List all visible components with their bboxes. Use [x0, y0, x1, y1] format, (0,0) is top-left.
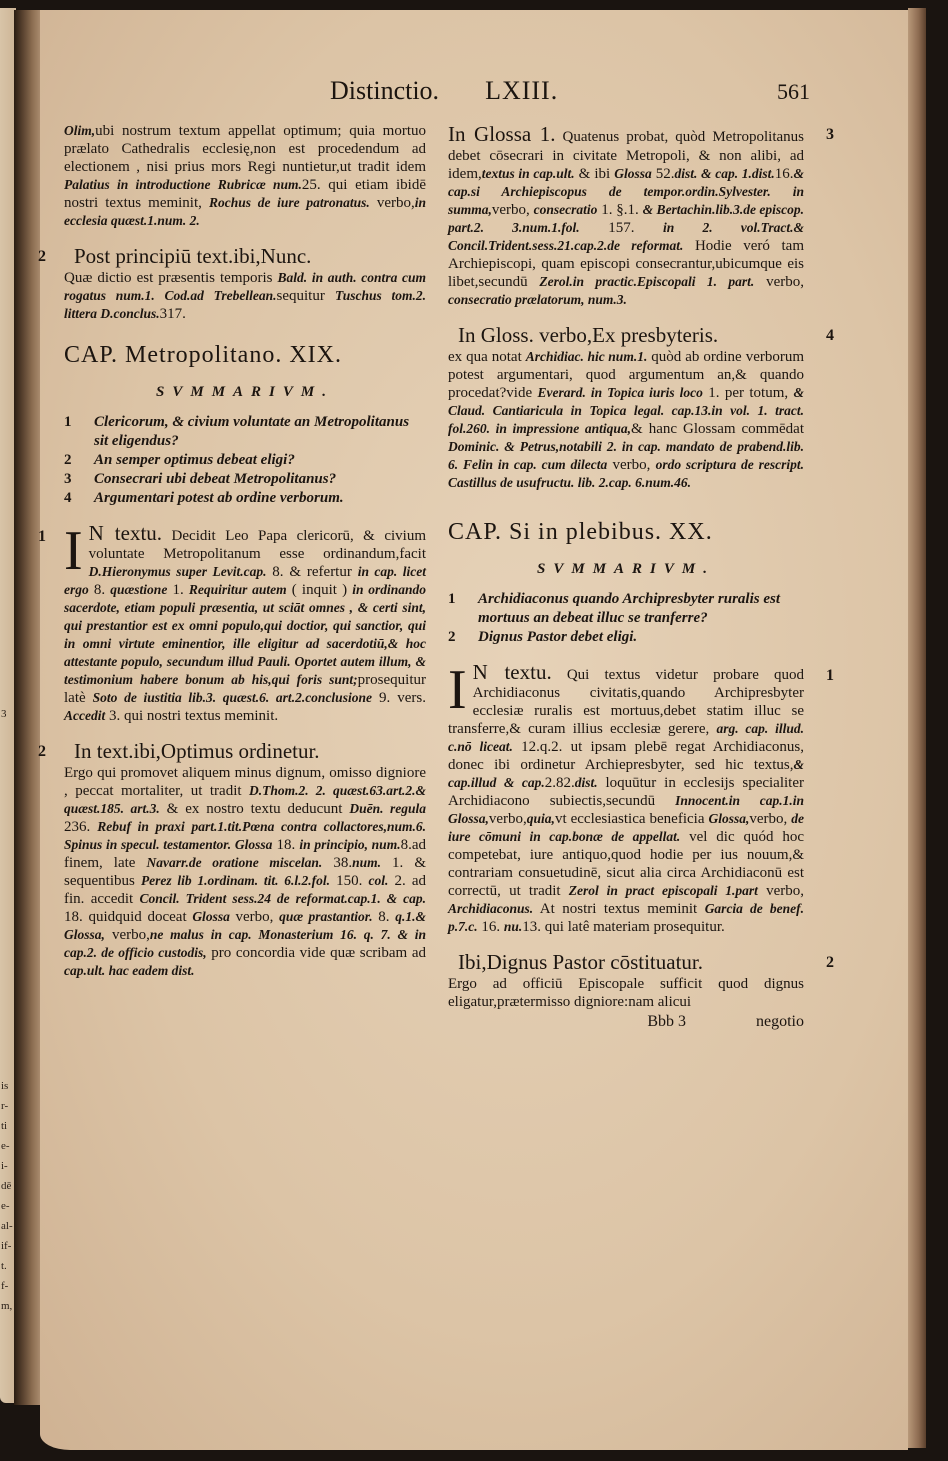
- citation-text: D.Hieronymus super Levit.cap.: [88, 564, 267, 579]
- glossa-ex-presbyteris-body: [448, 348, 804, 492]
- citation-text: textus in cap.ult.: [481, 166, 575, 181]
- body-text: pro concordia vide quæ scribam ad: [206, 945, 426, 961]
- citation-text: num.: [352, 855, 382, 870]
- summarium-item-text: Dignus Pastor debet eligi.: [478, 629, 638, 645]
- body-text: 38.: [322, 855, 353, 871]
- body-text: sequitur: [276, 288, 335, 304]
- margin-note-number: 1: [826, 667, 834, 684]
- prev-page-fragment: e-: [1, 1140, 10, 1152]
- body-text: 1. per totum,: [702, 385, 794, 401]
- body-text: 25. qui etiam ibidē nostri textus meminit,: [64, 177, 427, 211]
- body-text: 157.: [579, 220, 664, 236]
- body-text: Decidit Leo Papa clericorū, & civium voluntate Metropolitanum esse ordinandum,facit: [88, 528, 426, 562]
- glossa-1-heading: In Glossa 1.: [448, 122, 556, 146]
- note-post-principium: [38, 244, 426, 323]
- chapter-title-xx: CAP. Si in plebibus. XX.: [448, 519, 713, 545]
- citation-text: quæ prastantior.: [279, 909, 373, 924]
- citation-text: in cap. licet ergo: [64, 564, 426, 597]
- body-text: 8. & refertur: [266, 564, 358, 580]
- body-text: quòd ab ordine verborum potest argumentari, quod argumentum an,& quando procedat?vide: [448, 349, 805, 401]
- in-textu-lead: N textu.: [472, 660, 552, 684]
- signature-mark: Bbb 3: [647, 1013, 686, 1030]
- summarium-item: [448, 590, 804, 628]
- citation-text: Concil. Trident sess.24 de reformat.cap.1. & cap.: [139, 891, 426, 906]
- citation-text: Everard. in Topica iuris loco: [537, 385, 703, 400]
- page-edge-stack: [908, 8, 926, 1448]
- summarium-item-text: Consecrari ubi debeat Metropolitanus?: [94, 471, 337, 487]
- summarium-item: [64, 413, 426, 451]
- citation-text: col.: [368, 873, 389, 888]
- summarium-item-number: 3: [64, 471, 72, 487]
- body-text: 9. vers.: [371, 690, 426, 706]
- prev-page-fragment: f-: [1, 1280, 9, 1292]
- body-text: Hodie veró tam Archiepiscopi, quam episcopi consecrantur,ubicumque eis libet,secundū: [448, 238, 804, 290]
- body-text: 150.: [330, 873, 369, 889]
- prev-page-fragment: m,: [1, 1300, 13, 1312]
- prev-page-fragment: t.: [1, 1260, 7, 1272]
- citation-text: Archidiac. hic num.1.: [525, 349, 648, 364]
- citation-text: Duēn. regula: [349, 801, 426, 816]
- body-text: verbo,: [757, 883, 804, 899]
- glossa-ex-presbyteris-heading: In Gloss. verbo,Ex presbyteris.: [458, 323, 719, 347]
- citation-text: quia,: [526, 811, 555, 826]
- body-text: 18. quidquid doceat: [64, 909, 193, 925]
- citation-text: de iure cōmuni in cap.bonæ de appellat.: [448, 811, 804, 844]
- body-text: prosequitur latè: [64, 672, 426, 706]
- citation-text: Zerol.in practic.Episcopali 1. part.: [539, 274, 755, 289]
- note-body-post-principium: [64, 269, 426, 323]
- citation-text: Glossa: [614, 166, 652, 181]
- summarium-item: [64, 489, 426, 508]
- citation-text: dist.: [574, 775, 598, 790]
- citation-text: Bald. in auth. contra cum rogatus num.1. Cod.ad Trebellean.: [64, 270, 426, 303]
- citation-text: Rebuf in praxi part.1.tit.Pœna contra collactores,num.6. Spinus in specul. testamentor. Glossa: [64, 819, 426, 852]
- citation-text: dist. & cap. 1.dist.: [674, 166, 775, 181]
- body-text: ex qua notat: [448, 349, 526, 365]
- body-text: verbo,: [488, 811, 527, 827]
- body-text: 8.ad finem, late: [64, 837, 426, 871]
- page-number: 561: [777, 79, 810, 104]
- body-text: Quæ dictio est præsentis temporis: [64, 270, 278, 286]
- signature-line: [448, 1013, 804, 1031]
- body-text: 3. qui nostri textus meminit.: [105, 708, 279, 724]
- summarium-list-left: [64, 413, 426, 508]
- in-textu-lead: N textu.: [88, 521, 163, 545]
- citation-text: cap.ult. hac eadem dist.: [64, 963, 195, 978]
- summarium-title-left: SVMMARIVM.: [156, 384, 334, 400]
- citation-text: q.1.& Glossa,: [64, 909, 427, 942]
- citation-text: & Bertachin.lib.3.de episcop. part.2. 3.num.1.fol.: [448, 202, 805, 235]
- citation-text: Soto de iustitia lib.3. quæst.6. art.2.conclusione: [92, 690, 372, 705]
- glossa-1: [448, 122, 834, 309]
- margin-note-number: 4: [826, 327, 834, 344]
- chapter-title-xix: CAP. Metropolitano. XIX.: [64, 342, 342, 368]
- note-heading-post-principium: Post principiū text.ibi,Nunc.: [74, 244, 312, 268]
- body-text: Quatenus probat, quòd Metropolitanus debet cōsecrari in civitate Metropoli, & non alibi, ad idem,: [448, 129, 804, 182]
- prev-page-fragment: ti: [1, 1120, 8, 1132]
- body-text: 1.: [167, 582, 189, 598]
- in-textu-body: [448, 659, 805, 935]
- running-head-title: Distinctio.: [330, 76, 440, 105]
- body-text: verbo,: [749, 811, 792, 827]
- citation-text: Zerol in pract episcopali 1.part: [568, 883, 758, 898]
- prev-page-fragment: e-: [1, 1200, 10, 1212]
- in-textu-left: [38, 520, 427, 725]
- running-head: [330, 76, 810, 106]
- body-text: 1. & sequentibus: [64, 855, 427, 889]
- note-body-optimus: [64, 764, 426, 980]
- note-heading-optimus: In text.ibi,Optimus ordinetur.: [74, 739, 320, 763]
- prev-page-fragment: i-: [1, 1160, 8, 1172]
- summarium-item-text: Argumentari potest ab ordine verborum.: [94, 490, 344, 506]
- citation-text: Archidiaconus.: [448, 901, 534, 916]
- left-para-olim: [64, 122, 426, 230]
- summarium-item-text: An semper optimus debeat eligi?: [94, 452, 295, 468]
- page-columns: [38, 122, 834, 1031]
- note-body-dignus-pastor: Ergo ad officiū Episcopale sufficit quod dignus eligatur,prætermisso digniore:nam alicui: [448, 976, 804, 1010]
- drop-cap: I: [448, 659, 467, 721]
- prev-page-fragment: dē: [1, 1180, 12, 1192]
- citation-text: quæstione: [110, 582, 168, 597]
- summarium-item: [448, 628, 804, 647]
- citation-text: Perez lib 1.ordinam. tit. 6.l.2.fol.: [140, 873, 331, 888]
- prev-page-fragment: 3: [1, 708, 7, 720]
- summarium-item-text: Archidiaconus quando Archipresbyter ruralis est mortuus an debeat illuc se tranferre?: [478, 591, 780, 626]
- note-optimus: [38, 739, 427, 980]
- citation-text: nu.: [503, 919, 523, 934]
- glossa-ex-presbyteris: [448, 323, 834, 492]
- body-text: At nostri textus meminit: [533, 901, 705, 917]
- body-text: 12.q.2. ut ipsam plebē regat Archidiaconus, donec ibi ordinetur Archiepresbyter, sed hic textus,: [448, 739, 804, 773]
- citation-text: in principio, num.: [299, 837, 401, 852]
- citation-text: Palatius in introductione Rubricæ num.: [64, 177, 302, 192]
- citation-text: Tuschus tom.2. littera D.conclus.: [64, 288, 426, 321]
- citation-text: Dominic. & Petrus,notabili 2. in cap. mandato de prabend.lib. 6. Felin in cap. cum dilecta: [448, 439, 804, 472]
- citation-text: & Claud. Cantiaricula in Topica legal. cap.13.in vol. 1. tract. fol.260. in impressione antiqua,: [448, 385, 805, 436]
- body-text: & hanc Glossam commēdat: [631, 421, 804, 437]
- note-heading-dignus-pastor: Ibi,Dignus Pastor cōstituatur.: [458, 950, 703, 974]
- in-textu-body: [64, 520, 427, 724]
- body-text: ubi nostrum textum appellat optimum; quia mortuo prælato Cathedralis ecclesię,non est procedendum ad electionem , nisi prius mors Regi nuntietur,ut tradit idem: [64, 123, 426, 175]
- summarium-item-number: 2: [64, 452, 72, 468]
- citation-text: consecratio prælatorum, num.3.: [448, 292, 627, 307]
- note-dignus-pastor: [448, 950, 834, 1011]
- citation-text: Rochus de iure patronatus.: [208, 195, 370, 210]
- citation-text: Garcia de benef. p.7.c.: [448, 901, 804, 934]
- body-text: Ergo qui promovet aliquem minus dignum, omisso digniore , peccat mortaliter, ut tradit: [64, 765, 426, 799]
- citation-text: & cap.illud & cap.: [448, 757, 804, 790]
- summarium-item-number: 1: [448, 591, 456, 607]
- body-text: 16.: [774, 166, 794, 182]
- summarium-list-right: [448, 590, 804, 647]
- citation-text: ordo scriptura de rescript. Castillus de usufructu. lib. 2.cap. 6.num.46.: [448, 457, 804, 490]
- citation-text: consecratio: [533, 202, 598, 217]
- body-text: 18.: [272, 837, 300, 853]
- summarium-title-right: SVMMARIVM.: [537, 561, 715, 577]
- citation-text: D.Thom.2. 2. quæst.63.art.2.& quæst.185. art.3.: [64, 783, 426, 816]
- in-textu-right: [448, 659, 834, 936]
- body-text: 236.: [64, 819, 98, 835]
- prev-page-fragment: al-: [1, 1220, 13, 1232]
- body-text: verbo,: [369, 195, 415, 211]
- body-text: 13. qui latê materiam prosequitur.: [522, 919, 725, 935]
- body-text: verbo,: [607, 457, 656, 473]
- margin-note-number: 2: [38, 743, 46, 760]
- body-text: verbo,: [229, 909, 280, 925]
- right-column: [448, 122, 834, 1031]
- prev-page-fragment: is: [1, 1080, 9, 1092]
- citation-text: in ecclesia quæst.1.num. 2.: [64, 195, 426, 228]
- body-text: 16.: [477, 919, 504, 935]
- citation-text: Navarr.de oratione miscelan.: [146, 855, 323, 870]
- citation-text: Glossa,: [708, 811, 750, 826]
- body-text: Qui textus videtur probare quod Archidiaconus civitatis,quando Archipresbyter ecclesiæ ruralis est mortuus,debet statim illuc se transferre,& curam illius ecclesiæ gerere,: [448, 667, 805, 737]
- citation-text: ne malus in cap. Monasterium 16. q. 7. & in cap.2. de officio custodis,: [64, 927, 426, 960]
- citation-text: Requiritur autem: [188, 582, 287, 597]
- body-text: 8.: [88, 582, 111, 598]
- body-text: verbo,: [104, 927, 150, 943]
- citation-text: in 2. vol.Tract.& Concil.Trident.sess.21.cap.2.de reformat.: [448, 220, 804, 253]
- summarium-item-number: 4: [64, 490, 72, 506]
- drop-cap: I: [64, 520, 83, 582]
- body-text: vt ecclesiastica beneficia: [554, 811, 709, 827]
- citation-text: Glossa: [192, 909, 230, 924]
- margin-note-number: 1: [38, 528, 46, 545]
- body-text: & ex nostro textu deducunt: [159, 801, 350, 817]
- catchword: negotio: [756, 1013, 804, 1030]
- body-text: vel dic quód hoc competebat, iure antiquo,quod hodie per ius nouum,& contrariam consuetudinē, sicut alia circa Archidiaconū est correctū, ut tradit: [448, 829, 804, 899]
- summarium-item-number: 2: [448, 629, 456, 645]
- body-text: 2.82.: [544, 775, 575, 791]
- body-text: & ibi: [574, 166, 615, 182]
- glossa-1-body: [448, 129, 804, 308]
- body-text: 8.: [372, 909, 396, 925]
- body-text: 1. §.1.: [597, 202, 643, 218]
- citation-text: arg. cap. illud. c.nō liceat.: [448, 721, 804, 754]
- prev-page-fragment: if-: [1, 1240, 12, 1252]
- citation-text: Accedit: [64, 708, 106, 723]
- body-text: 317.: [159, 306, 186, 322]
- body-text: verbo,: [491, 202, 534, 218]
- summarium-item: [64, 451, 426, 470]
- body-text: loquūtur in ecclesijs specialiter Archidiacono subiectis,secundū: [448, 775, 804, 809]
- margin-note-number: 2: [826, 954, 834, 971]
- margin-note-number: 3: [826, 126, 834, 143]
- body-text: ( inquit ): [286, 582, 353, 598]
- left-column: [38, 122, 427, 980]
- summarium-item-text: Clericorum, & civium voluntate an Metropolitanus sit eligendus?: [94, 414, 410, 449]
- citation-text: in ordinando sacerdote, etiam populi præsentia, ut sciāt omnes , & certi sint, qui prestantior est ex omni populo,qui doctior, qui sanctior, qui in omni virtute eminentior, ille eligitur ad sacerdotiū,& hoc attestante populo, secundum illud Pauli. Oportet autem illum, & testimonium habere bonum ab his,qui foris sunt;: [64, 582, 427, 687]
- body-text: 52.: [651, 166, 675, 182]
- citation-text: Olim,: [64, 123, 96, 138]
- body-text: 2. ad fin. accedit: [64, 873, 426, 907]
- citation-text: Innocent.in cap.1.in Glossa,: [448, 793, 804, 826]
- running-head-number: LXIII.: [485, 76, 559, 105]
- summarium-item-number: 1: [64, 414, 72, 430]
- margin-note-number: 2: [38, 248, 46, 265]
- citation-text: & cap.si Archiepiscopus de tempor.ordin.Sylvester. in summa,: [448, 166, 805, 217]
- prev-page-fragment: r-: [1, 1100, 9, 1112]
- summarium-item: [64, 470, 426, 489]
- body-text: verbo,: [754, 274, 804, 290]
